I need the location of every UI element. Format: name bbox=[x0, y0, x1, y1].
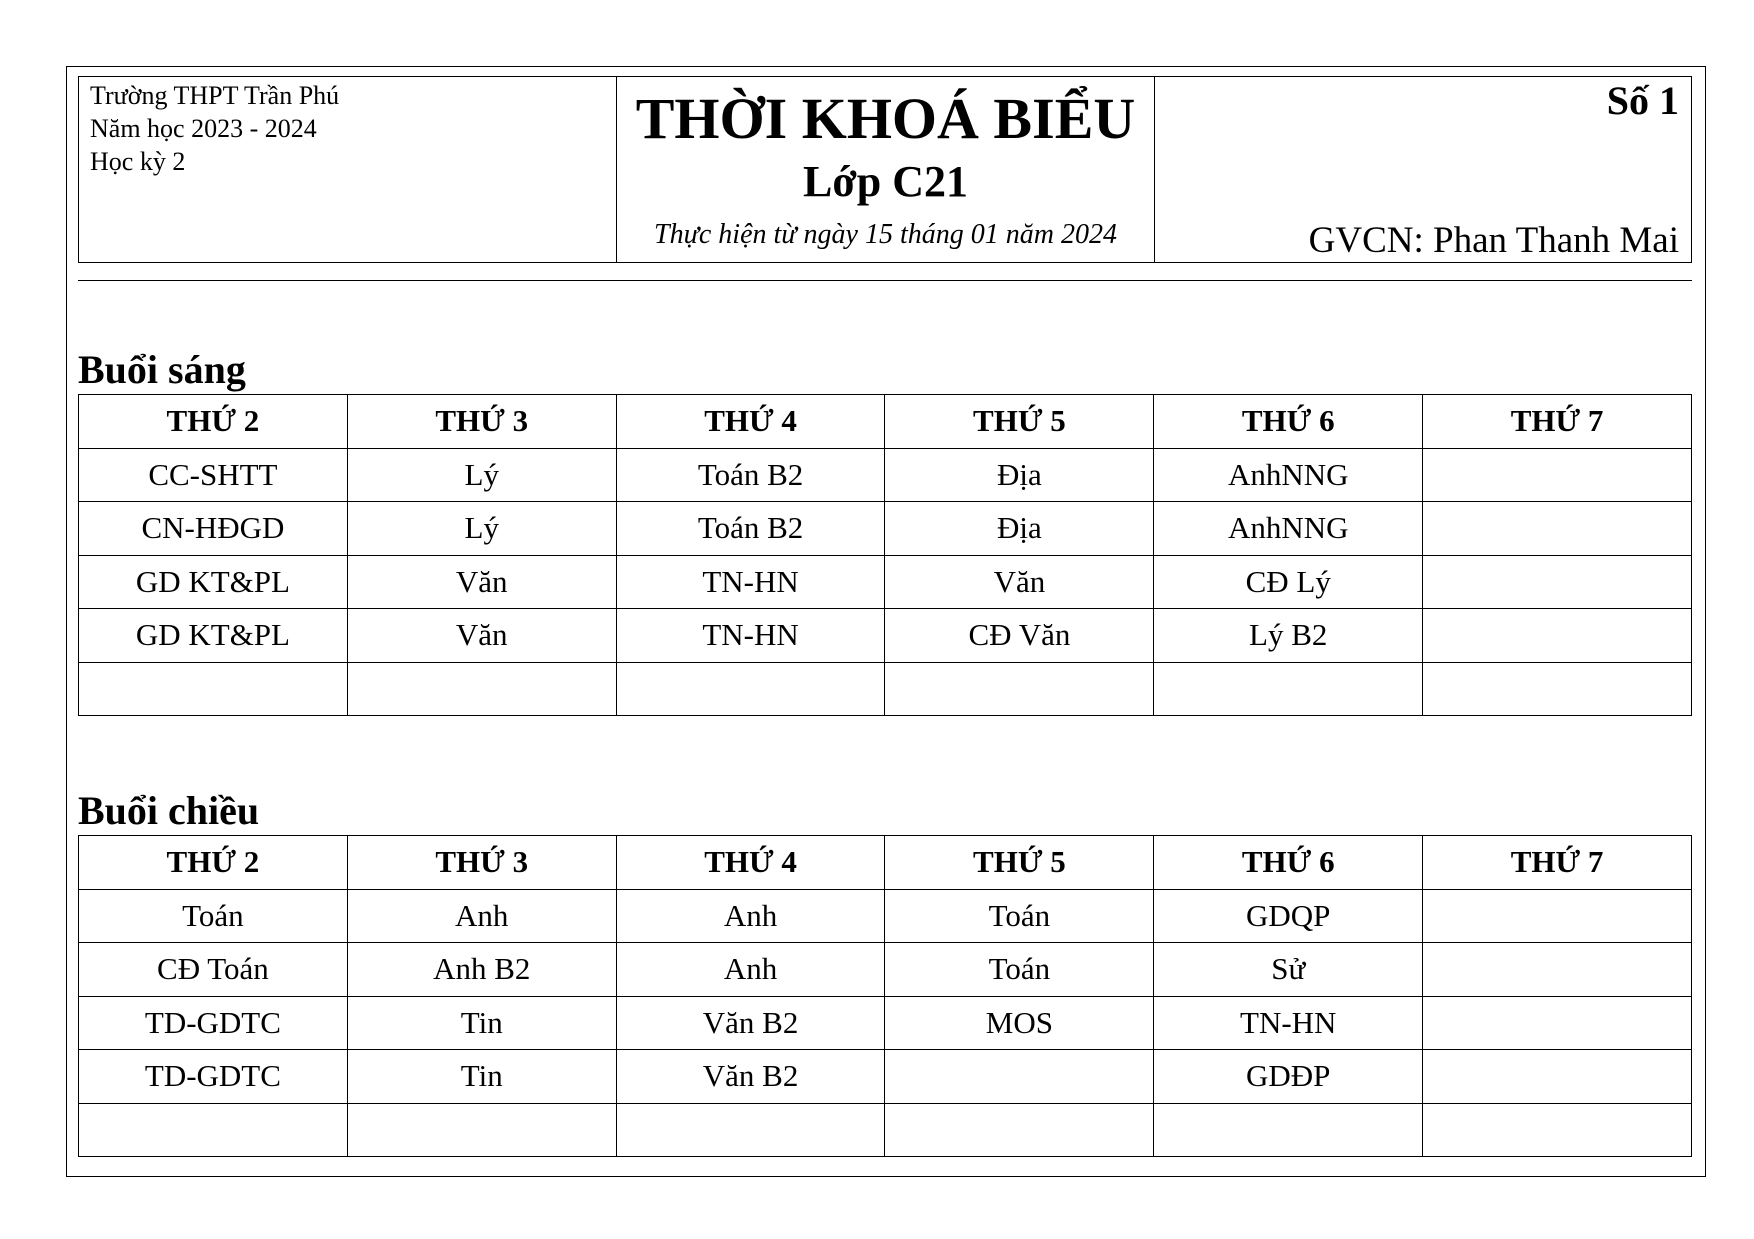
day-header: THỨ 3 bbox=[347, 836, 616, 890]
period-row bbox=[79, 662, 1692, 716]
subject-cell: Lý bbox=[347, 448, 616, 502]
day-header: THỨ 7 bbox=[1423, 836, 1692, 890]
period-row bbox=[79, 889, 1692, 943]
subject-cell: GDĐP bbox=[1154, 1050, 1423, 1104]
document-meta bbox=[1155, 77, 1691, 262]
subject-cell: Anh bbox=[616, 889, 885, 943]
period-row bbox=[79, 609, 1692, 663]
divider-line bbox=[78, 280, 1692, 281]
subject-cell bbox=[616, 1103, 885, 1157]
subject-cell: TD-GDTC bbox=[79, 1050, 348, 1104]
subject-cell: AnhNNG bbox=[1154, 502, 1423, 556]
afternoon-timetable bbox=[78, 835, 1692, 1157]
subject-cell bbox=[1154, 1103, 1423, 1157]
class-name: Lớp C21 bbox=[803, 157, 968, 206]
subject-cell: TN-HN bbox=[616, 555, 885, 609]
subject-cell: CC-SHTT bbox=[79, 448, 348, 502]
subject-cell: Anh bbox=[347, 889, 616, 943]
subject-cell: Toán B2 bbox=[616, 502, 885, 556]
subject-cell bbox=[1423, 1103, 1692, 1157]
subject-cell bbox=[79, 662, 348, 716]
subject-cell: Văn B2 bbox=[616, 1050, 885, 1104]
subject-cell bbox=[1423, 1050, 1692, 1104]
subject-cell: CĐ Lý bbox=[1154, 555, 1423, 609]
homeroom-teacher: GVCN: Phan Thanh Mai bbox=[1308, 220, 1679, 261]
subject-cell bbox=[1423, 943, 1692, 997]
semester: Học kỳ 2 bbox=[90, 147, 186, 176]
subject-cell: Sử bbox=[1154, 943, 1423, 997]
day-header: THỨ 5 bbox=[885, 395, 1154, 449]
document-title: THỜI KHOÁ BIỂU bbox=[635, 86, 1136, 151]
subject-cell: CĐ Toán bbox=[79, 943, 348, 997]
subject-cell: MOS bbox=[885, 996, 1154, 1050]
school-year: Năm học 2023 - 2024 bbox=[90, 114, 317, 143]
subject-cell bbox=[1423, 889, 1692, 943]
period-row bbox=[79, 996, 1692, 1050]
subject-cell: Toán bbox=[79, 889, 348, 943]
subject-cell: Địa bbox=[885, 502, 1154, 556]
subject-cell: TD-GDTC bbox=[79, 996, 348, 1050]
subject-cell: GDQP bbox=[1154, 889, 1423, 943]
document-header bbox=[78, 76, 1692, 263]
title-block bbox=[617, 77, 1155, 262]
subject-cell bbox=[885, 1103, 1154, 1157]
subject-cell: Lý B2 bbox=[1154, 609, 1423, 663]
subject-cell: GD KT&PL bbox=[79, 609, 348, 663]
subject-cell bbox=[1423, 609, 1692, 663]
day-header: THỨ 3 bbox=[347, 395, 616, 449]
document-number: Số 1 bbox=[1606, 78, 1679, 123]
day-header: THỨ 5 bbox=[885, 836, 1154, 890]
subject-cell: Anh B2 bbox=[347, 943, 616, 997]
period-row bbox=[79, 502, 1692, 556]
subject-cell bbox=[616, 662, 885, 716]
subject-cell bbox=[1423, 996, 1692, 1050]
subject-cell bbox=[1423, 555, 1692, 609]
subject-cell: AnhNNG bbox=[1154, 448, 1423, 502]
subject-cell bbox=[1423, 502, 1692, 556]
day-header: THỨ 4 bbox=[616, 395, 885, 449]
subject-cell: Văn bbox=[347, 555, 616, 609]
subject-cell bbox=[885, 1050, 1154, 1104]
subject-cell: Tin bbox=[347, 1050, 616, 1104]
header-row bbox=[79, 836, 1692, 890]
subject-cell: Toán bbox=[885, 943, 1154, 997]
subject-cell bbox=[1154, 662, 1423, 716]
day-header: THỨ 4 bbox=[616, 836, 885, 890]
day-header: THỨ 6 bbox=[1154, 836, 1423, 890]
school-info bbox=[79, 77, 617, 262]
period-row bbox=[79, 943, 1692, 997]
subject-cell bbox=[1423, 662, 1692, 716]
day-header: THỨ 6 bbox=[1154, 395, 1423, 449]
period-row bbox=[79, 1050, 1692, 1104]
subject-cell bbox=[1423, 448, 1692, 502]
day-header: THỨ 2 bbox=[79, 395, 348, 449]
period-row bbox=[79, 555, 1692, 609]
afternoon-title: Buổi chiều bbox=[78, 788, 260, 833]
subject-cell: TN-HN bbox=[1154, 996, 1423, 1050]
subject-cell: TN-HN bbox=[616, 609, 885, 663]
subject-cell bbox=[79, 1103, 348, 1157]
morning-title: Buổi sáng bbox=[78, 347, 246, 392]
subject-cell: Toán B2 bbox=[616, 448, 885, 502]
subject-cell bbox=[885, 662, 1154, 716]
subject-cell bbox=[347, 662, 616, 716]
day-header: THỨ 2 bbox=[79, 836, 348, 890]
day-header: THỨ 7 bbox=[1423, 395, 1692, 449]
effective-date: Thực hiện từ ngày 15 tháng 01 năm 2024 bbox=[654, 219, 1117, 250]
header-row bbox=[79, 395, 1692, 449]
subject-cell: Toán bbox=[885, 889, 1154, 943]
subject-cell: Văn bbox=[347, 609, 616, 663]
subject-cell: GD KT&PL bbox=[79, 555, 348, 609]
school-name: Trường THPT Trần Phú bbox=[90, 81, 340, 110]
period-row bbox=[79, 448, 1692, 502]
subject-cell bbox=[347, 1103, 616, 1157]
subject-cell: Văn B2 bbox=[616, 996, 885, 1050]
subject-cell: CĐ Văn bbox=[885, 609, 1154, 663]
subject-cell: Anh bbox=[616, 943, 885, 997]
period-row bbox=[79, 1103, 1692, 1157]
subject-cell: Địa bbox=[885, 448, 1154, 502]
subject-cell: Lý bbox=[347, 502, 616, 556]
subject-cell: Tin bbox=[347, 996, 616, 1050]
subject-cell: Văn bbox=[885, 555, 1154, 609]
subject-cell: CN-HĐGD bbox=[79, 502, 348, 556]
morning-timetable bbox=[78, 394, 1692, 716]
